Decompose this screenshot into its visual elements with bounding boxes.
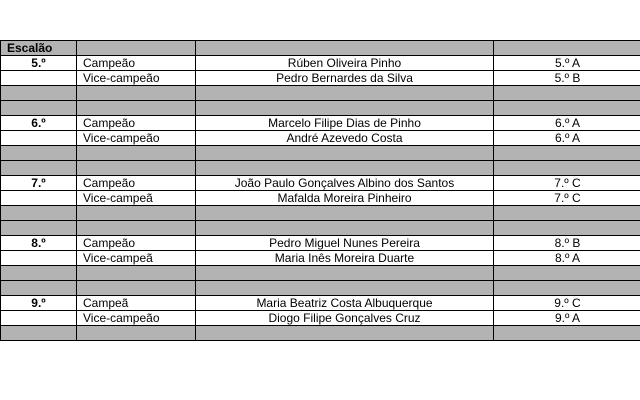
class-cell: 9.º C: [494, 296, 640, 311]
table-row: [1, 311, 640, 326]
header-blank: [77, 41, 196, 56]
name-cell: Mafalda Moreira Pinheiro: [196, 191, 494, 206]
separator-row: [1, 221, 640, 236]
class-cell: 6.º A: [494, 131, 640, 146]
class-cell: 7.º C: [494, 191, 640, 206]
title-cell: Campeão: [77, 116, 196, 131]
class-cell: 8.º B: [494, 236, 640, 251]
results-table-body: [1, 41, 640, 341]
separator-row: [1, 146, 640, 161]
title-cell: Vice-campeã: [77, 191, 196, 206]
header-blank: [196, 41, 494, 56]
header-row: [1, 41, 640, 56]
class-cell: 7.º C: [494, 176, 640, 191]
table-row: [1, 131, 640, 146]
table-row: [1, 71, 640, 86]
separator-row: [1, 101, 640, 116]
separator-row: [1, 326, 640, 341]
level-cell: 6.º: [1, 116, 77, 131]
name-cell: André Azevedo Costa: [196, 131, 494, 146]
table-row: [1, 251, 640, 266]
level-cell: [1, 311, 77, 326]
level-cell: [1, 191, 77, 206]
level-cell: 8.º: [1, 236, 77, 251]
level-cell: [1, 251, 77, 266]
name-cell: Marcelo Filipe Dias de Pinho: [196, 116, 494, 131]
title-cell: Vice-campeão: [77, 71, 196, 86]
title-cell: Campeã: [77, 296, 196, 311]
table-row: [1, 236, 640, 251]
separator-row: [1, 281, 640, 296]
title-cell: Vice-campeão: [77, 311, 196, 326]
title-cell: Campeão: [77, 56, 196, 71]
table-row: [1, 56, 640, 71]
name-cell: João Paulo Gonçalves Albino dos Santos: [196, 176, 494, 191]
class-cell: 5.º A: [494, 56, 640, 71]
title-cell: Vice-campeã: [77, 251, 196, 266]
table-row: [1, 176, 640, 191]
title-cell: Campeão: [77, 176, 196, 191]
class-cell: 6.º A: [494, 116, 640, 131]
table-row: [1, 116, 640, 131]
class-cell: 5.º B: [494, 71, 640, 86]
name-cell: Diogo Filipe Gonçalves Cruz: [196, 311, 494, 326]
separator-row: [1, 86, 640, 101]
level-cell: [1, 131, 77, 146]
table-row: [1, 191, 640, 206]
name-cell: Maria Beatriz Costa Albuquerque: [196, 296, 494, 311]
separator-row: [1, 206, 640, 221]
class-cell: 8.º A: [494, 251, 640, 266]
escalao-header: Escalão: [1, 41, 77, 56]
name-cell: Pedro Miguel Nunes Pereira: [196, 236, 494, 251]
level-cell: 9.º: [1, 296, 77, 311]
name-cell: Pedro Bernardes da Silva: [196, 71, 494, 86]
class-cell: 9.º A: [494, 311, 640, 326]
separator-row: [1, 161, 640, 176]
level-cell: 7.º: [1, 176, 77, 191]
header-blank: [494, 41, 640, 56]
level-cell: 5.º: [1, 56, 77, 71]
title-cell: Vice-campeão: [77, 131, 196, 146]
results-table: [0, 40, 640, 341]
name-cell: Maria Inês Moreira Duarte: [196, 251, 494, 266]
title-cell: Campeão: [77, 236, 196, 251]
name-cell: Rúben Oliveira Pinho: [196, 56, 494, 71]
table-row: [1, 296, 640, 311]
level-cell: [1, 71, 77, 86]
separator-row: [1, 266, 640, 281]
